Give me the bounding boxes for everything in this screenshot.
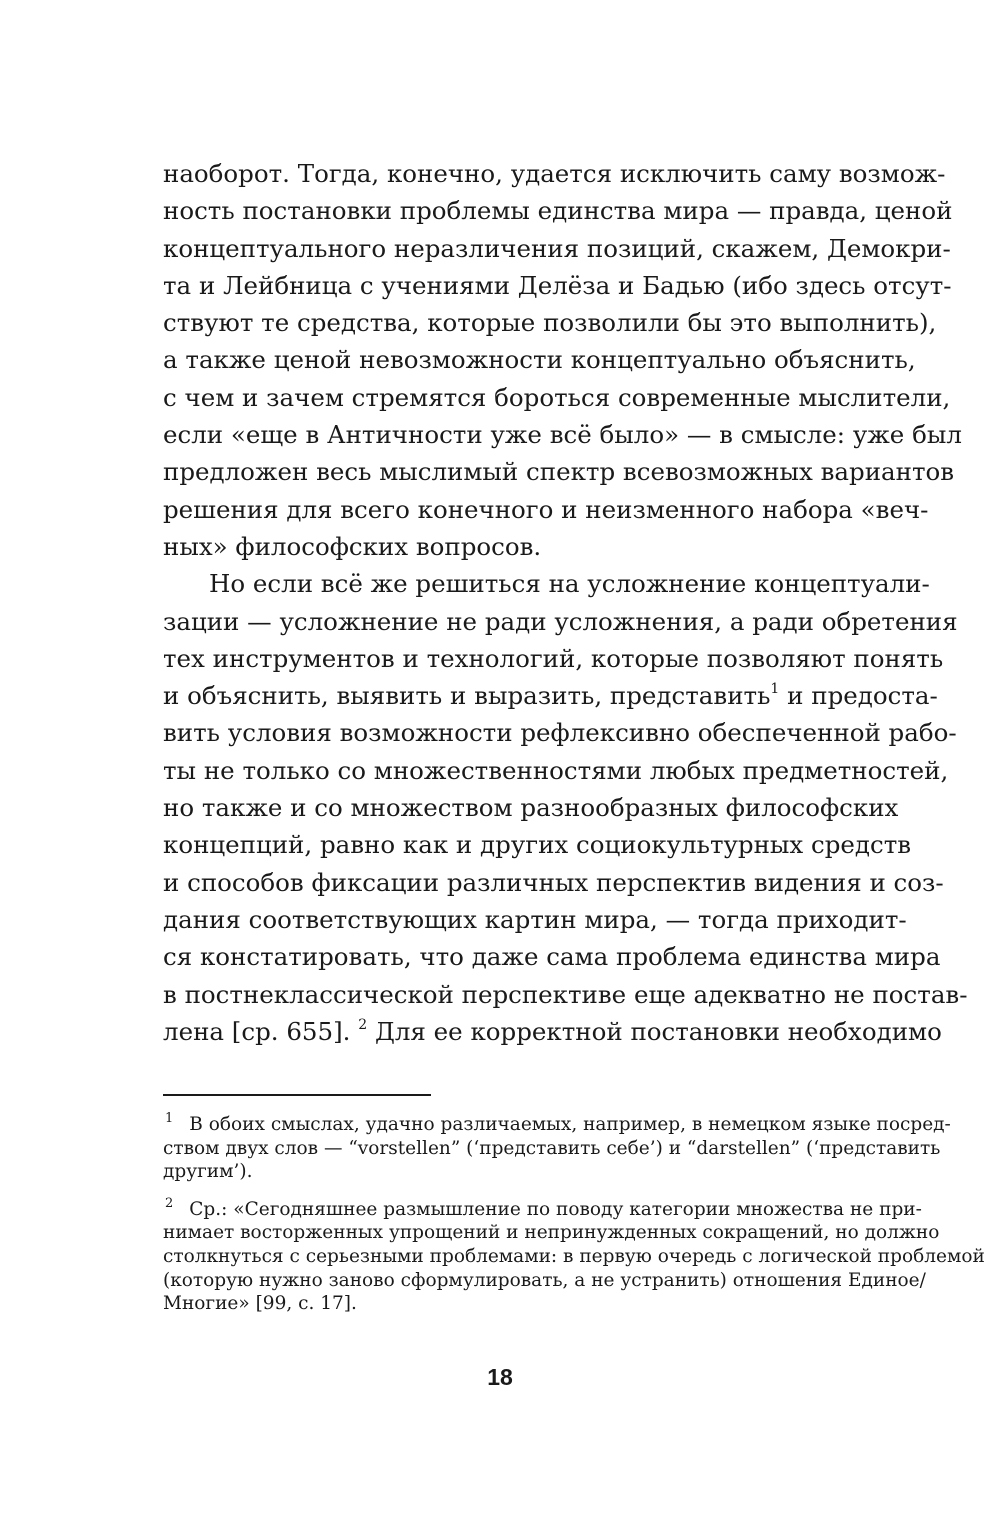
page-number: 18 (487, 1364, 513, 1390)
footnote-line: другим’). (163, 1161, 253, 1183)
footnote-2 (163, 1195, 985, 1316)
footnote-ref-2[interactable]: 2 (358, 1016, 368, 1033)
text-line: ствуют те средства, которые позволили бы это выполнить), (163, 308, 937, 338)
text-segment: и объяснить, выявить и выразить, представить (163, 681, 771, 711)
footnote-line: столкнуться с серьезными проблемами: в первую очередь с логической проблемой (163, 1245, 985, 1267)
footnote-line: (которую нужно заново сформулировать, а не устранить) отношения Единое/ (163, 1269, 926, 1291)
text-line: тех инструментов и технологий, которые позволяют понять (163, 643, 944, 673)
text-line: но также и со множеством разнообразных философских (163, 793, 899, 823)
footnote-line: Многие» [99, с. 17]. (163, 1293, 357, 1315)
main-text (163, 155, 968, 1050)
text-line: ты не только со множественностями любых предметностей, (163, 755, 949, 785)
text-line: в постнеклассической перспективе еще адекватно не постав- (163, 979, 968, 1009)
text-line: если «еще в Античности уже всё было» — в смысле: уже был (163, 420, 962, 450)
text-line: вить условия возможности рефлексивно обеспеченной рабо- (163, 718, 957, 748)
footnotes (163, 1110, 985, 1330)
text-line: наоборот. Тогда, конечно, удается исключить саму возмож- (163, 159, 946, 188)
text-line: и способов фиксации различных перспектив видения и соз- (163, 867, 944, 897)
footnote-ref-1[interactable]: 1 (770, 681, 780, 697)
paragraph-2 (163, 565, 968, 1050)
footnote-text: В обоих смыслах, удачно различаемых, например, в немецком языке посред- (189, 1114, 951, 1135)
text-line: зации — усложнение не ради усложнения, а ради обретения (163, 606, 958, 636)
footnote-line: ством двух слов — “vorstellen” (‘представить себе’) и “darstellen” (‘представить (163, 1137, 941, 1159)
footnote-1 (163, 1110, 951, 1184)
footnote-line: 2 Ср.: «Сегодняшнее размышление по поводу категории множества не при- (165, 1195, 922, 1220)
text-segment: лена [ср. 655]. (163, 1016, 351, 1046)
text-line: а также ценой невозможности концептуально объяснить, (163, 345, 916, 375)
footnote-line: 1 В обоих смыслах, удачно различаемых, например, в немецком языке посред- (165, 1110, 951, 1135)
text-line: Но если всё же решиться на усложнение концептуали- (209, 569, 930, 599)
text-line-with-footnote-1 (163, 677, 938, 714)
text-line: ных» философских вопросов. (163, 531, 542, 561)
text-line: концептуального неразличения позиций, скажем, Демокри- (163, 233, 951, 263)
footnote-divider (163, 1094, 431, 1096)
text-line: концепций, равно как и других социокультурных средств (163, 830, 912, 860)
text-line: ся констатировать, что даже сама проблема единства мира (163, 942, 941, 972)
text-line: с чем и зачем стремятся бороться современные мыслители, (163, 382, 951, 412)
text-line-with-footnote-2 (163, 1013, 942, 1050)
text-line: решения для всего конечного и неизменного набора «веч- (163, 494, 929, 524)
paragraph-1 (163, 155, 962, 565)
footnote-text: Ср.: «Сегодняшнее размышление по поводу категории множества не при- (189, 1198, 922, 1220)
footnote-line: нимает восторженных упрощений и непринужденных сокращений, но должно (163, 1222, 940, 1244)
text-line: предложен весь мыслимый спектр всевозможных вариантов (163, 457, 955, 487)
text-line: та и Лейбница с учениями Делёза и Бадью (ибо здесь отсут- (163, 270, 952, 300)
text-line: дания соответствующих картин мира, — тогда приходит- (163, 904, 907, 934)
text-segment: Для ее корректной постановки необходимо (367, 1016, 942, 1046)
text-line: ность постановки проблемы единства мира — правда, ценой (163, 196, 953, 226)
text-segment: и предоста- (779, 681, 938, 711)
